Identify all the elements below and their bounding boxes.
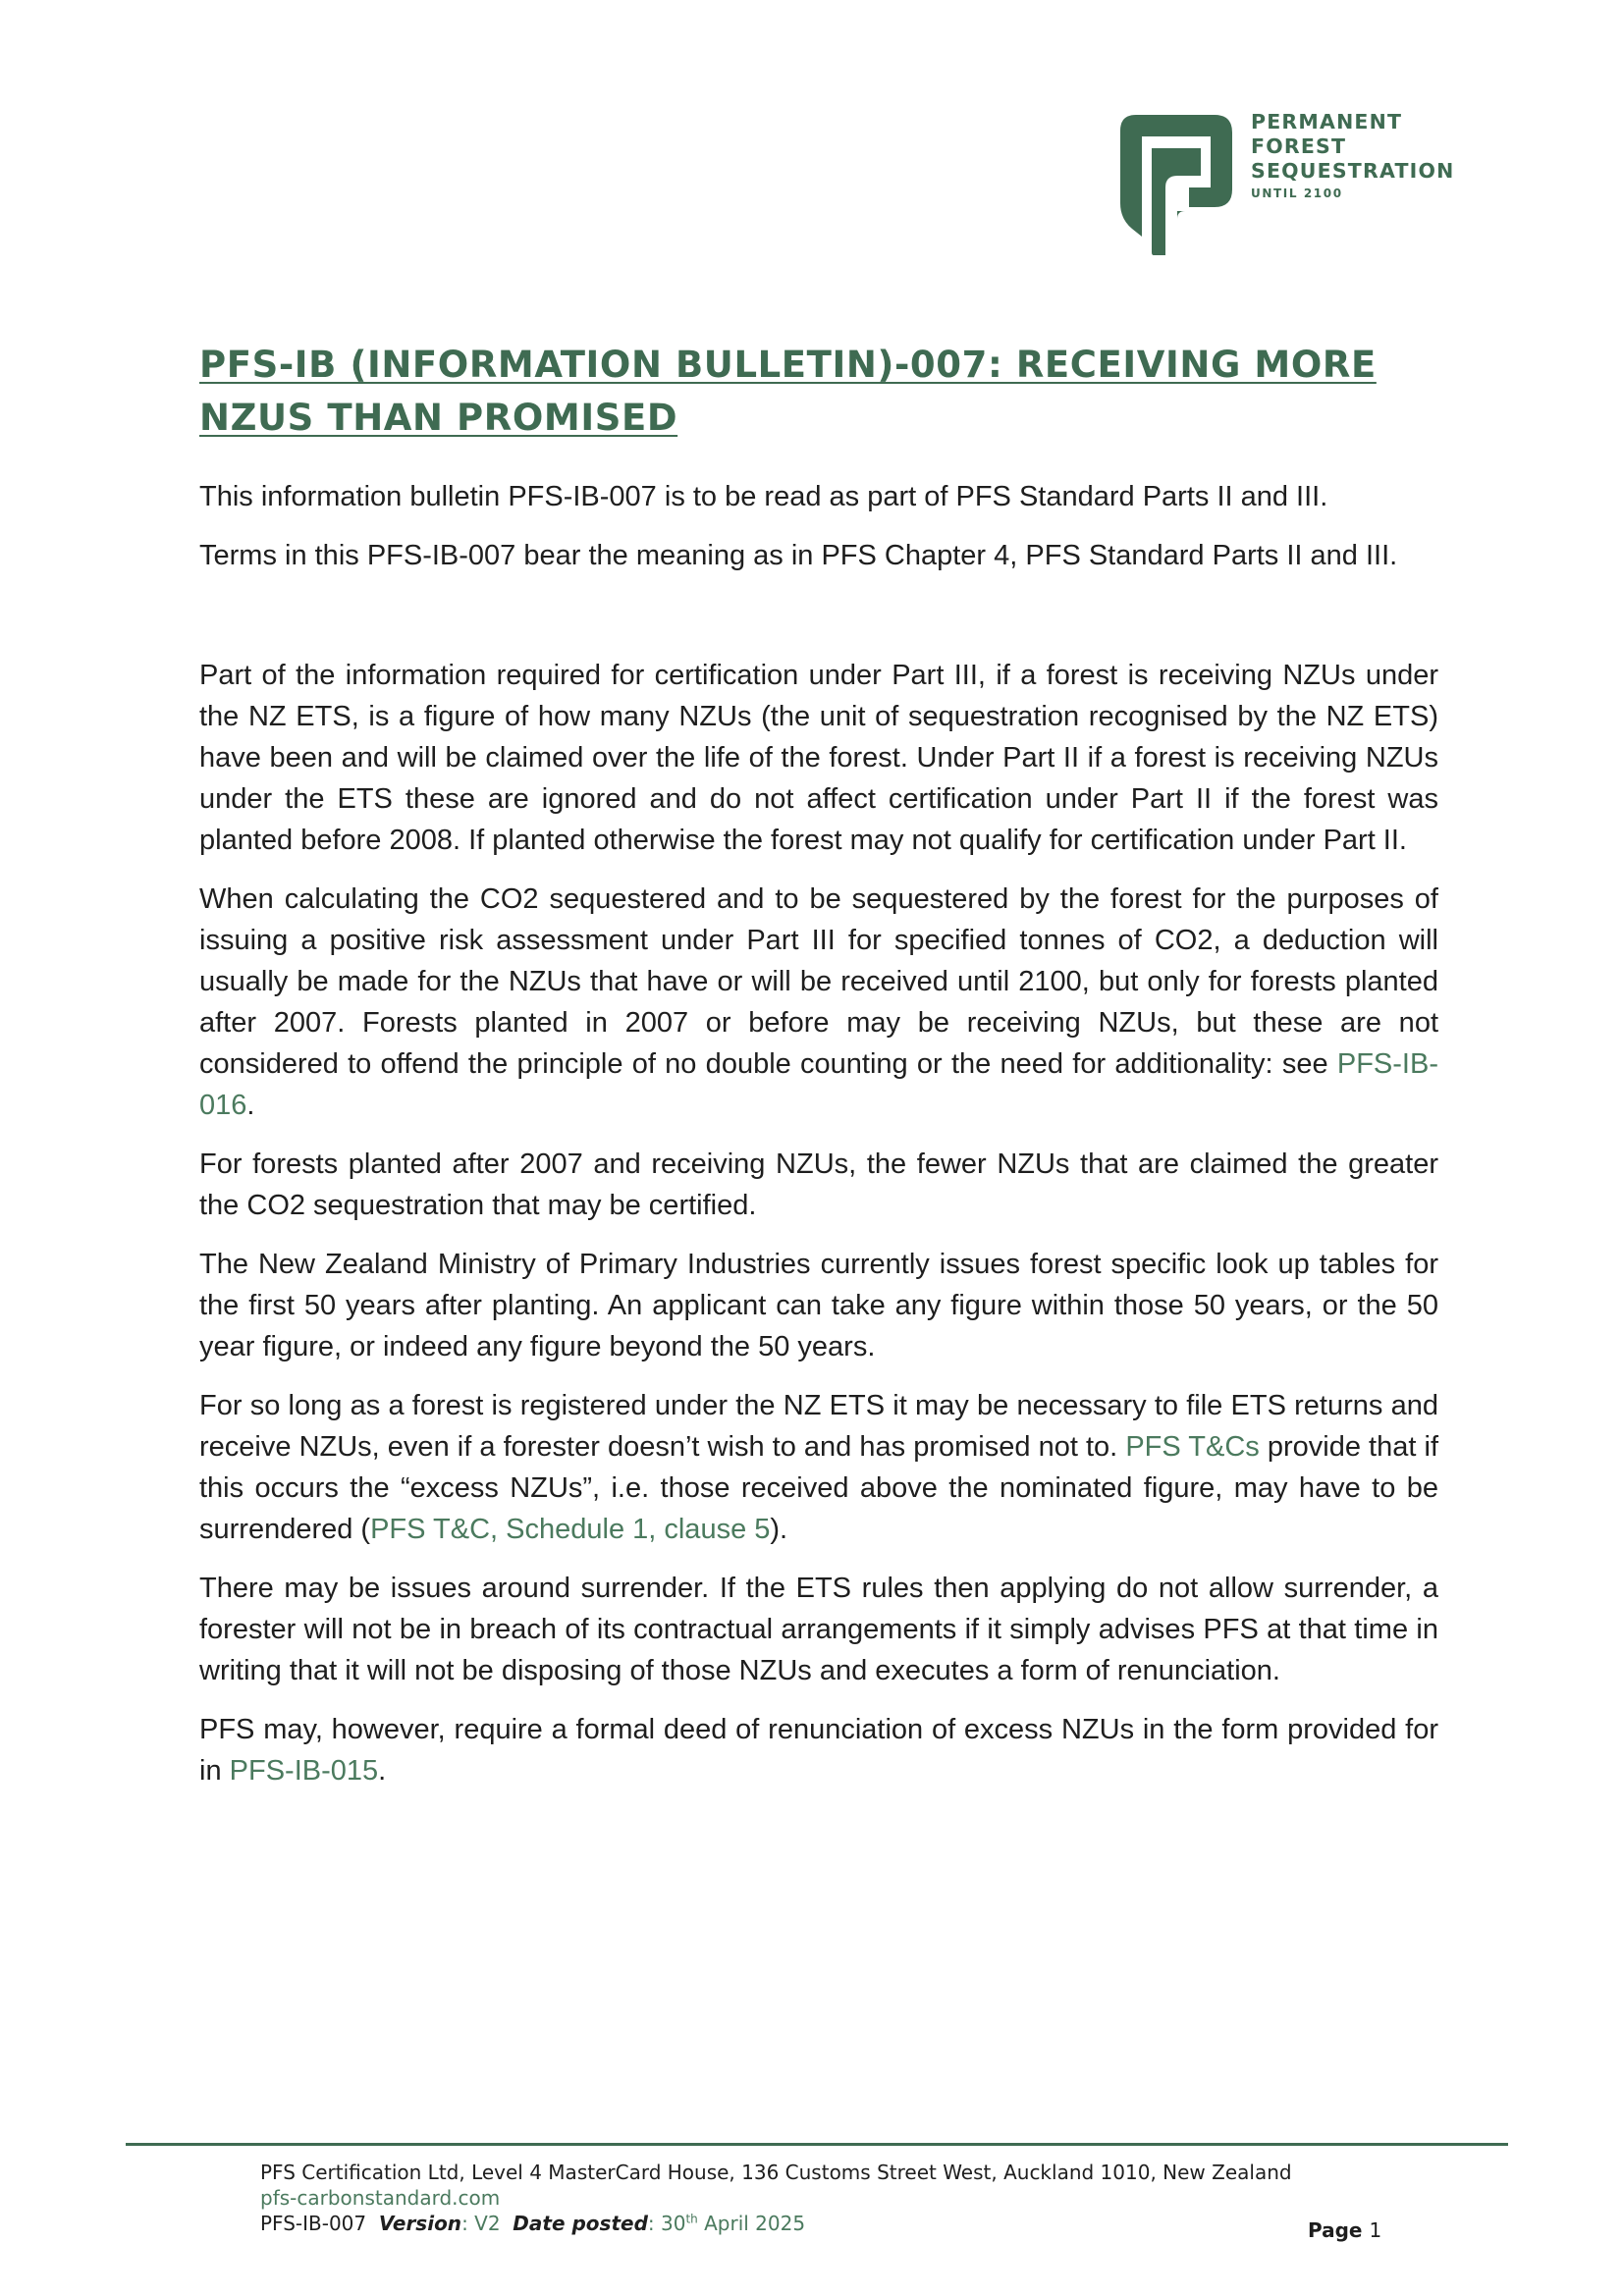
footer [260,2160,1379,2236]
document-body [199,476,1438,1809]
footer-date-suffix: th [685,2212,698,2226]
footer-version-label: Version [378,2212,462,2235]
paragraph-9 [199,1709,1438,1791]
paragraph-7 [199,1385,1438,1550]
logo-wordmark [1251,110,1454,202]
footer-version-value: : V2 [461,2212,501,2235]
paragraph-2: Terms in this PFS-IB-007 bear the meaning as in PFS Chapter 4, PFS Standard Parts II and III. [199,540,1398,571]
link-pfs-ib-015[interactable]: PFS-IB-015 [229,1755,379,1787]
paragraph-9-end: . [378,1755,387,1787]
paragraph-9-text: PFS may, however, require a formal deed of renunciation of excess NZUs in the form provided for in [199,1714,1438,1787]
paragraph-7-text: For so long as a forest is registered under the NZ ETS it may be necessary to file ETS returns and receive NZUs, even if a forester doesn’t wish to and has promised not to. [199,1390,1438,1463]
paragraph-4-end: . [246,1090,255,1121]
paragraph-4-text: When calculating the CO2 sequestered and to be sequestered by the forest for the purposes of issuing a positive risk assessment under Part III for specified tonnes of CO2, a deduction will usually be made for the NZUs that have or will be received until 2100, but only for forests planted after 2007. Forests planted in 2007 or before may be receiving NZUs, but these are not considered to offend the principle of no double counting or the need for additionality: see [199,883,1438,1080]
footer-website-link[interactable]: pfs-carbonstandard.com [260,2186,501,2210]
page-label: Page [1308,2218,1363,2242]
paragraph-3: Part of the information required for certification under Part III, if a forest is receiving NZUs under the NZ ETS, is a figure of how many NZUs (the unit of sequestration recognised by the NZ ETS) have been and will be claimed over the life of the forest. Under Part II if a forest is receiving NZUs under the ETS these are ignored and do not affect certification under Part II if the forest was planted before 2008. If planted otherwise the forest may not qualify for certification under Part II. [199,660,1438,856]
footer-address: PFS Certification Ltd, Level 4 MasterCard House, 136 Customs Street West, Auckland 1010, New Zealand [260,2161,1292,2184]
logo-line-1: PERMANENT [1251,110,1403,133]
footer-doc-id: PFS-IB-007 [260,2212,367,2235]
footer-date-rest: April 2025 [697,2212,806,2235]
paragraph-7-end: ). [770,1514,788,1545]
link-pfs-tc-schedule[interactable]: PFS T&C, Schedule 1, clause 5 [370,1514,771,1545]
logo-line-3: SEQUESTRATION [1251,159,1455,183]
paragraph-4 [199,879,1438,1126]
logo-tagline: UNTIL 2100 [1251,187,1343,200]
pfs-logo [1116,110,1489,257]
link-pfs-tcs[interactable]: PFS T&Cs [1125,1431,1260,1463]
footer-divider [126,2143,1508,2146]
pfs-leaf-logo-icon [1116,113,1236,255]
paragraph-1: This information bulletin PFS-IB-007 is to be read as part of PFS Standard Parts II and III. [199,481,1328,512]
document-title: PFS-IB (INFORMATION BULLETIN)-007: RECEIVING MORE NZUS THAN PROMISED [199,344,1377,439]
link-pfs-ib-016[interactable]: PFS-IB-016 [199,1048,1438,1121]
footer-date-label: Date posted [513,2212,648,2235]
paragraph-5: For forests planted after 2007 and receiving NZUs, the fewer NZUs that are claimed the greater the CO2 sequestration that may be certified. [199,1148,1438,1221]
page-number [1308,2218,1381,2242]
footer-date-day: : 30 [647,2212,686,2235]
paragraph-8: There may be issues around surrender. If the ETS rules then applying do not allow surrender, a forester will not be in breach of its contractual arrangements if it simply advises PFS at that time in writing that it will not be disposing of those NZUs and executes a form of renunciation. [199,1573,1438,1686]
page-number-value: 1 [1369,2218,1382,2242]
footer-doc-info [260,2211,1379,2236]
paragraph-7-mid: provide that if this occurs the “excess NZUs”, i.e. those received above the nominated figure, may have to be surrendered ( [199,1431,1439,1545]
paragraph-6: The New Zealand Ministry of Primary Industries currently issues forest specific look up tables for the first 50 years after planting. An applicant can take any figure within those 50 years, or the 50 year figure, or indeed any figure beyond the 50 years. [199,1249,1438,1362]
footer-date-value [648,2212,805,2235]
logo-line-2: FOREST [1251,134,1347,158]
